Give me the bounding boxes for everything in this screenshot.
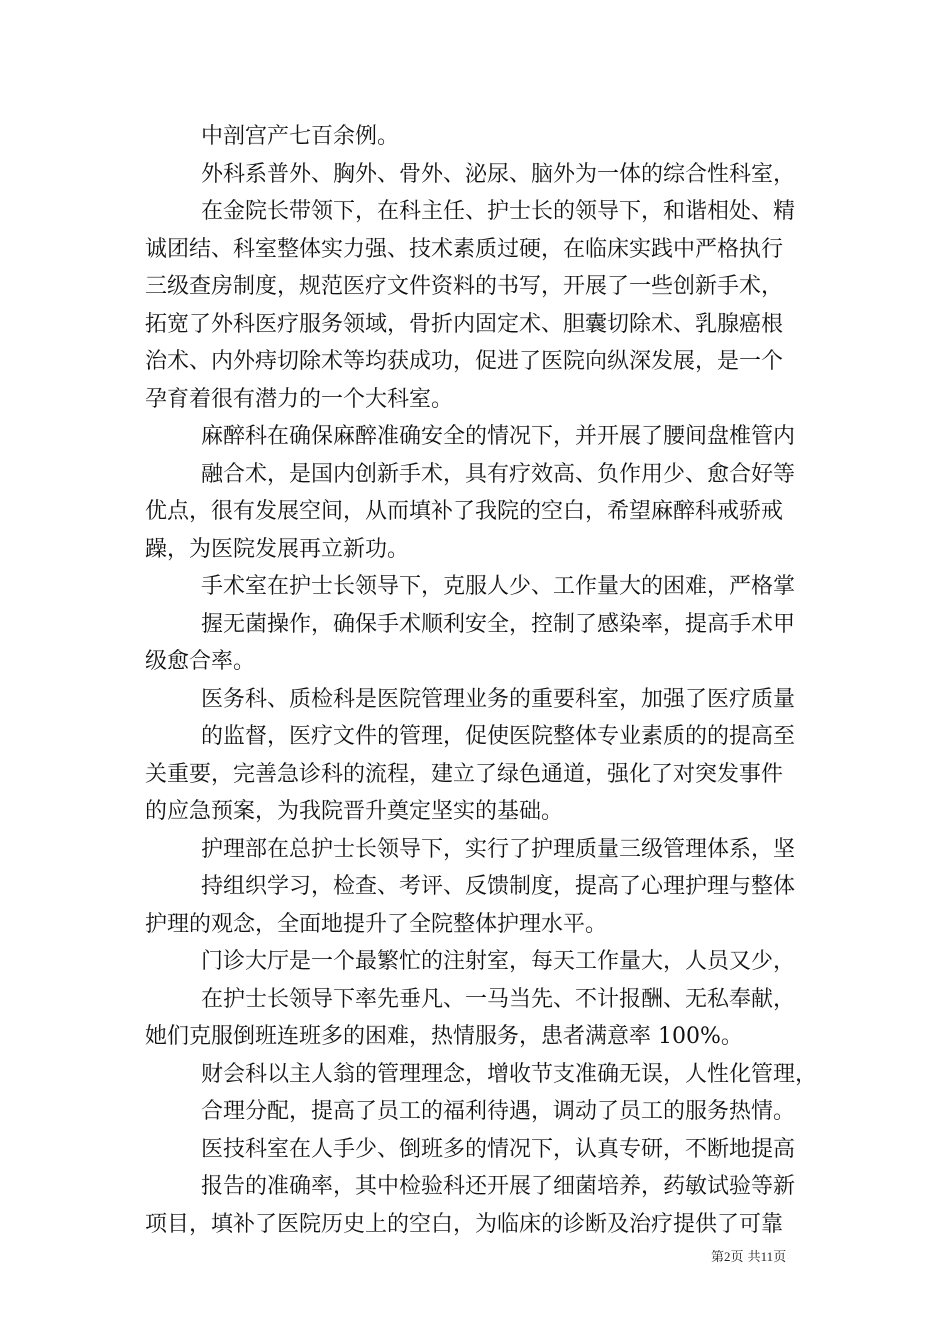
text-line: 的应急预案，为我院晋升奠定坚实的基础。	[145, 799, 564, 824]
text-line: 在金院长带领下，在科主任、护士长的领导下，和谐相处、精	[201, 199, 796, 224]
footer-middle: 页 共	[730, 1250, 761, 1265]
footer-suffix: 页	[773, 1250, 787, 1265]
text-line: 三级查房制度，规范医疗文件资料的书写，开展了一些创新手术，	[145, 274, 784, 299]
text-line: 护理部在总护士长领导下，实行了护理质量三级管理体系，坚	[201, 837, 796, 862]
text-line: 麻醉科在确保麻醉准确安全的情况下，并开展了腰间盘椎管内	[201, 424, 796, 449]
text-line: 财会科以主人翁的管理理念，增收节支准确无误，人性化管理，	[201, 1062, 818, 1087]
text-line: 手术室在护士长领导下，克服人少、工作量大的困难，严格掌	[201, 574, 796, 599]
text-line: 治术、内外痔切除术等均获成功，促进了医院向纵深发展，是一个	[145, 349, 784, 374]
text-line: 医技科室在人手少、倒班多的情况下，认真专研，不断地提高	[201, 1137, 796, 1162]
text-line: 门诊大厅是一个最繁忙的注射室，每天工作量大，人员又少，	[201, 949, 796, 974]
text-line: 医务科、质检科是医院管理业务的重要科室，加强了医疗质量	[201, 687, 796, 712]
text-line: 优点，很有发展空间，从而填补了我院的空白，希望麻醉科戒骄戒	[145, 499, 784, 524]
text-line: 中剖宫产七百余例。	[201, 124, 400, 149]
text-line: 握无菌操作，确保手术顺利安全，控制了感染率，提高手术甲	[201, 612, 796, 637]
text-line: 在护士长领导下率先垂凡、一马当先、不计报酬、无私奉献，	[201, 987, 796, 1012]
total-page-count: 11	[760, 1249, 774, 1264]
footer-prefix: 第	[711, 1250, 725, 1265]
text-line: 融合术，是国内创新手术，具有疗效高、负作用少、愈合好等	[201, 462, 796, 487]
text-line: 报告的准确率，其中检验科还开展了细菌培养，药敏试验等新	[201, 1174, 796, 1199]
text-line: 护理的观念，全面地提升了全院整体护理水平。	[145, 912, 608, 937]
text-line: 她们克服倒班连班多的困难，热情服务，患者满意率 100%。	[145, 1024, 743, 1049]
text-line: 躁，为医院发展再立新功。	[145, 537, 410, 562]
text-line: 合理分配，提高了员工的福利待遇，调动了员工的服务热情。	[201, 1099, 796, 1124]
text-line: 的监督，医疗文件的管理，促使医院整体专业素质的的提高至	[201, 724, 796, 749]
text-line: 拓宽了外科医疗服务领域，骨折内固定术、胆囊切除术、乳腺癌根	[145, 312, 784, 337]
current-page-number: 2	[724, 1249, 731, 1264]
page-number-footer	[711, 1249, 786, 1266]
text-line: 项目，填补了医院历史上的空白，为临床的诊断及治疗提供了可靠	[145, 1212, 784, 1237]
text-line: 关重要，完善急诊科的流程，建立了绿色通道，强化了对突发事件	[145, 762, 784, 787]
text-line: 诚团结、科室整体实力强、技术素质过硬，在临床实践中严格执行	[145, 237, 784, 262]
text-line: 外科系普外、胸外、骨外、泌尿、脑外为一体的综合性科室，	[201, 162, 796, 187]
text-line: 持组织学习，检查、考评、反馈制度，提高了心理护理与整体	[201, 874, 796, 899]
text-line: 级愈合率。	[145, 649, 256, 674]
text-line: 孕育着很有潜力的一个大科室。	[145, 387, 454, 412]
